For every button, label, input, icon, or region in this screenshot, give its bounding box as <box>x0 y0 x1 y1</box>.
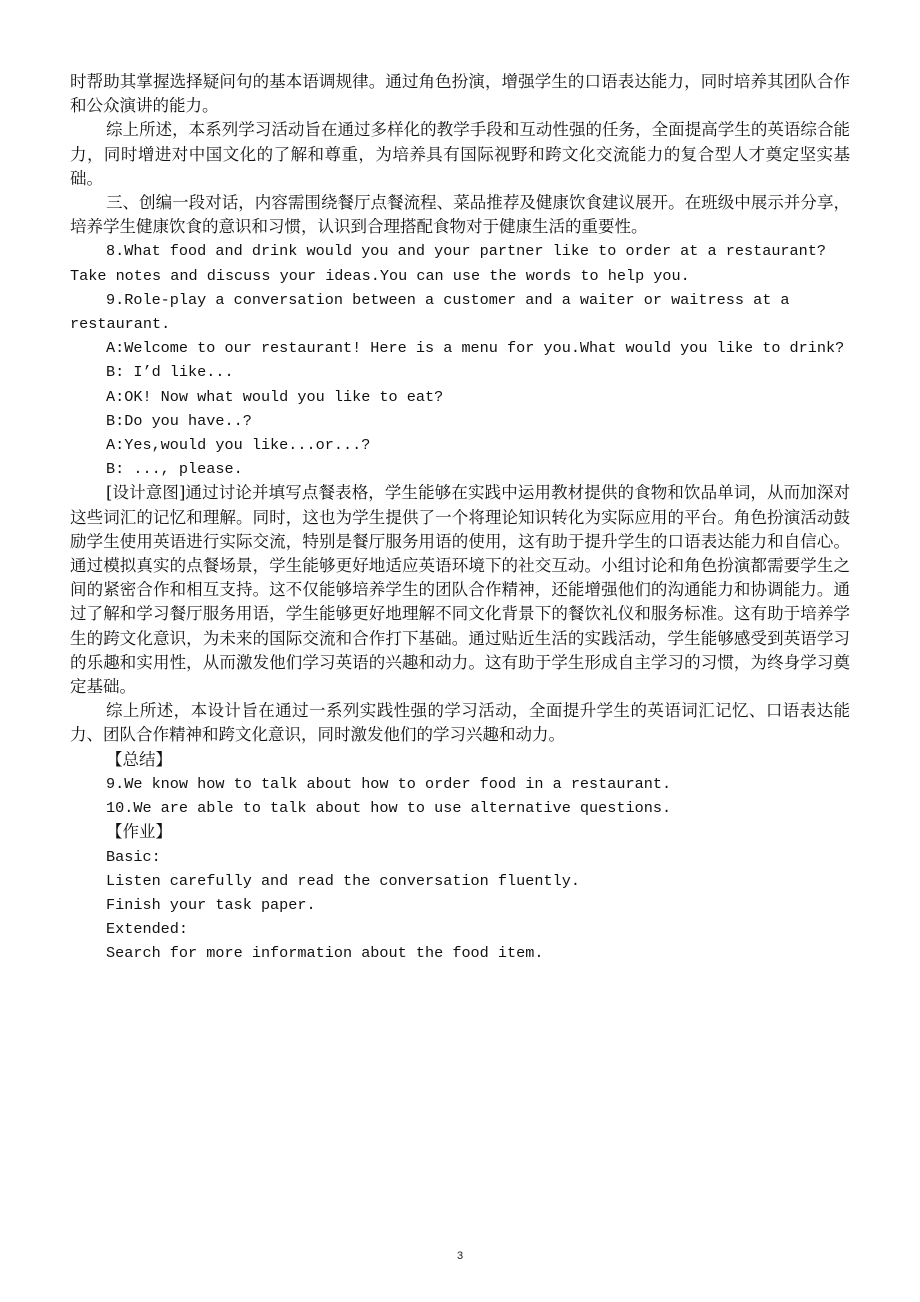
summary-item-10: 10.We are able to talk about how to use alternative questions. <box>106 799 672 818</box>
homework-extended-label: Extended: <box>106 920 189 939</box>
dialogue-line-a3: A:Yes,would you like...or...? <box>106 436 371 455</box>
paragraph-task-three: 三、创编一段对话，内容需围绕餐厅点餐流程、菜品推荐及健康饮食建议展开。在班级中展示并分享，培养学生健康饮食的意识和习惯，认识到合理搭配食物对于健康生活的重要性。 <box>70 193 850 237</box>
document-page <box>70 70 850 966</box>
exercise-9: 9.Role-play a conversation between a customer and a waiter or waitress at a restaurant. <box>70 290 790 334</box>
dialogue-line-a1: A:Welcome to our restaurant! Here is a menu for you.What would you like to drink? <box>106 339 845 358</box>
homework-basic-item-1: Listen carefully and read the conversation fluently. <box>106 871 580 890</box>
dialogue-line-a2: A:OK! Now what would you like to eat? <box>106 387 444 406</box>
homework-extended-item-1: Search for more information about the food item. <box>106 944 544 963</box>
paragraph-summary-1: 综上所述，本系列学习活动旨在通过多样化的教学手段和互动性强的任务，全面提高学生的英语综合能力，同时增进对中国文化的了解和尊重，为培养具有国际视野和跨文化交流能力的复合型人才奠定坚实基础。 <box>70 120 850 188</box>
dialogue-line-b2: B:Do you have..? <box>106 411 252 430</box>
heading-summary: 【总结】 <box>106 749 172 769</box>
paragraph-summary-2: 综上所述，本设计旨在通过一系列实践性强的学习活动，全面提升学生的英语词汇记忆、口语表达能力、团队合作精神和跨文化意识，同时激发他们的学习兴趣和动力。 <box>70 701 850 745</box>
paragraph-continuation: 时帮助其掌握选择疑问句的基本语调规律。通过角色扮演，增强学生的口语表达能力，同时培养其团队合作和公众演讲的能力。 <box>70 72 850 116</box>
homework-basic-label: Basic: <box>106 847 161 866</box>
exercise-8: 8.What food and drink would you and your partner like to order at a restaurant? Take notes and discuss your ideas.You can use the words to help you. <box>70 242 827 285</box>
page-number: 3 <box>456 1250 464 1262</box>
dialogue-line-b1: B: I’d like... <box>106 363 234 382</box>
dialogue-line-b3: B: ..., please. <box>106 460 243 479</box>
summary-item-9: 9.We know how to talk about how to order food in a restaurant. <box>106 774 672 793</box>
heading-homework: 【作业】 <box>106 822 172 842</box>
paragraph-design-intent: [设计意图]通过讨论并填写点餐表格，学生能够在实践中运用教材提供的食物和饮品单词，从而加深对这些词汇的记忆和理解。同时，这也为学生提供了一个将理论知识转化为实际应用的平台。角色扮演活动鼓励学生使用英语进行实际交流，特别是餐厅服务用语的使用，这有助于提升学生的口语表达能力和自信心。通过模拟真实的点餐场景，学生能够更好地适应英语环境下的社交互动。小组讨论和角色扮演都需要学生之间的紧密合作和相互支持。这不仅能够培养学生的团队合作精神，还能增强他们的沟通能力和协调能力。通过了解和学习餐厅服务用语，学生能够更好地理解不同文化背景下的餐饮礼仪和服务标准。这有助于培养学生的跨文化意识，为未来的国际交流和合作打下基础。通过贴近生活的实践活动，学生能够感受到英语学习的乐趣和实用性，从而激发他们学习英语的兴趣和动力。这有助于学生形成自主学习的习惯，为终身学习奠定基础。 <box>70 483 850 697</box>
homework-basic-item-2: Finish your task paper. <box>106 895 316 914</box>
